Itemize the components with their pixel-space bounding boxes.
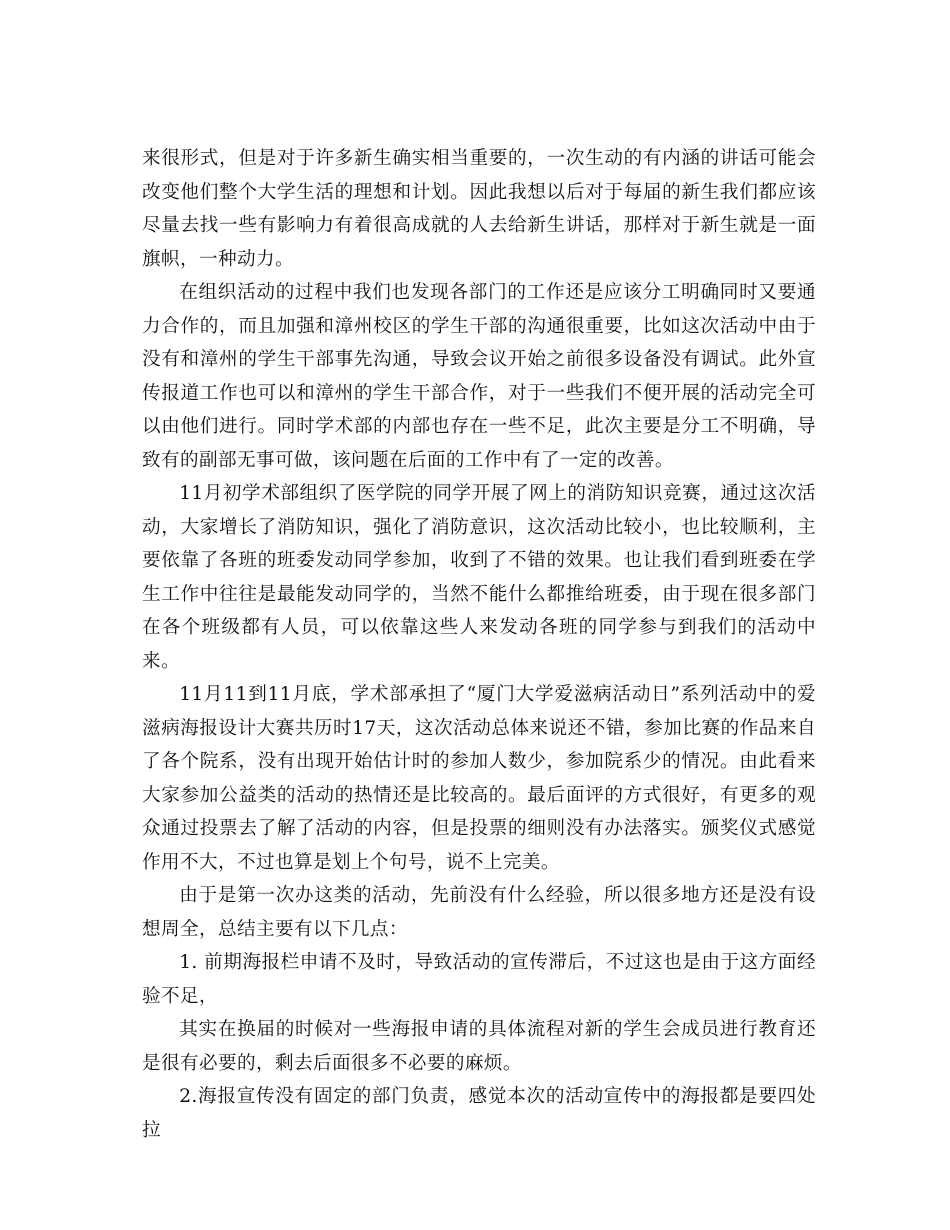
paragraph-1: 来很形式，但是对于许多新生确实相当重要的，一次生动的有内涵的讲话可能会改变他们整个大学生活的理想和计划。因此我想以后对于每届的新生我们都应该尽量去找一些有影响力有着很高成就的人去给新生讲话，那样对于新生就是一面旗帜，一种动力。 [142, 148, 816, 270]
paragraph-5: 由于是第一次办这类的活动，先前没有什么经验，所以很多地方还是没有设想周全，总结主要有以下几点： [142, 885, 816, 940]
document-body [142, 142, 816, 1147]
paragraph-2: 在组织活动的过程中我们也发现各部门的工作还是应该分工明确同时又要通力合作的，而且加强和漳州校区的学生干部的沟通很重要，比如这次活动中由于没有和漳州的学生干部事先沟通，导致会议开始之前很多设备没有调试。此外宣传报道工作也可以和漳州的学生干部合作，对于一些我们不便开展的活动完全可以由他们进行。同时学术部的内部也存在一些不足，此次主要是分工不明确，导致有的副部无事可做，该问题在后面的工作中有了一定的改善。 [142, 282, 816, 471]
paragraph-8: 2.海报宣传没有固定的部门负责，感觉本次的活动宣传中的海报都是要四处拉 [142, 1086, 816, 1141]
paragraph-7: 其实在换届的时候对一些海报申请的具体流程对新的学生会成员进行教育还是很有必要的，剩去后面很多不必要的麻烦。 [142, 1019, 816, 1074]
paragraph-6: 1. 前期海报栏申请不及时，导致活动的宣传滞后，不过这也是由于这方面经验不足， [142, 952, 816, 1007]
paragraph-4: 11月11到11月底，学术部承担了“厦门大学爱滋病活动日”系列活动中的爱滋病海报设计大赛共历时17天，这次活动总体来说还不错，参加比赛的作品来自了各个院系，没有出现开始估计时的参加人数少，参加院系少的情况。由此看来大家参加公益类的活动的热情还是比较高的。最后面评的方式很好，有更多的观众通过投票去了解了活动的内容，但是投票的细则没有办法落实。颁奖仪式感觉作用不大，不过也算是划上个句号，说不上完美。 [142, 684, 816, 873]
paragraph-3: 11月初学术部组织了医学院的同学开展了网上的消防知识竞赛，通过这次活动，大家增长了消防知识，强化了消防意识，这次活动比较小，也比较顺利，主要依靠了各班的班委发动同学参加，收到了不错的效果。也让我们看到班委在学生工作中往往是最能发动同学的，当然不能什么都推给班委，由于现在很多部门在各个班级都有人员，可以依靠这些人来发动各班的同学参与到我们的活动中来。 [142, 483, 816, 672]
